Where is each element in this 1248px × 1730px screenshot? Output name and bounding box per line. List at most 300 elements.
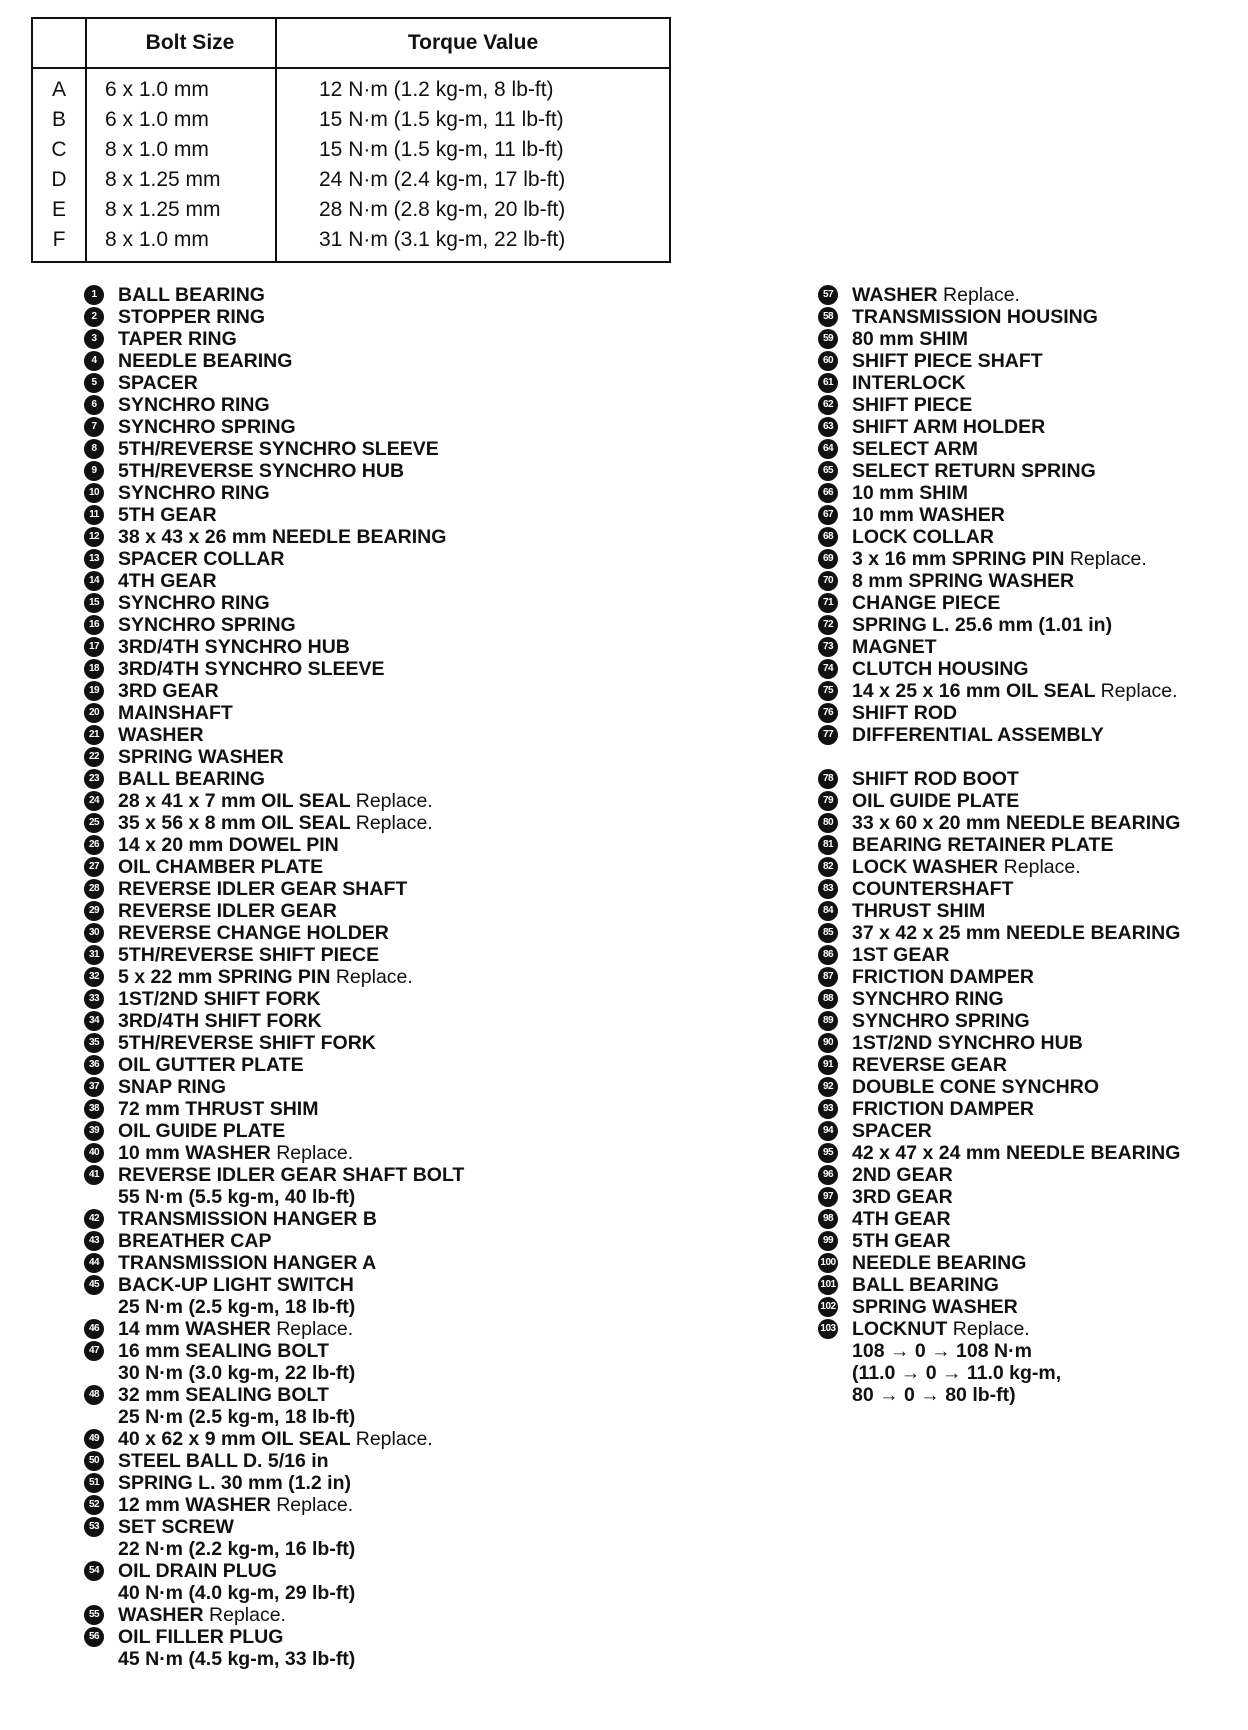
item-number-badge: 29 [84,901,104,921]
list-item [84,1120,644,1142]
item-name: SHIFT ROD BOOT [852,768,1019,790]
item-number-badge: 54 [84,1561,104,1581]
list-item [818,504,1238,526]
item-number-badge: 25 [84,813,104,833]
item-number-badge: 77 [818,725,838,745]
item-name: 37 x 42 x 25 mm NEEDLE BEARING [852,922,1181,944]
list-item [818,614,1238,636]
item-name: 32 mm SEALING BOLT [118,1384,329,1406]
item-number-badge: 17 [84,637,104,657]
item-spec: 25 N·m (2.5 kg-m, 18 lb-ft) [118,1406,356,1428]
list-item [84,1208,644,1230]
list-item [818,1208,1238,1230]
item-number-badge: 31 [84,945,104,965]
row-bolt-size: 8 x 1.0 mm [86,135,276,165]
item-name: SPACER [852,1120,932,1142]
item-number-badge: 16 [84,615,104,635]
item-number-badge: 62 [818,395,838,415]
item-name: SHIFT ARM HOLDER [852,416,1046,438]
item-number-badge: 42 [84,1209,104,1229]
item-name: OIL FILLER PLUG [118,1626,284,1648]
item-name: BALL BEARING [852,1274,999,1296]
list-item [84,856,644,878]
list-item [818,878,1238,900]
item-number-badge: 28 [84,879,104,899]
item-name: OIL DRAIN PLUG [118,1560,277,1582]
row-bolt-size: 8 x 1.25 mm [86,195,276,225]
item-number-badge: 5 [84,373,104,393]
item-number-badge: 50 [84,1451,104,1471]
item-number-badge: 98 [818,1209,838,1229]
item-name: SET SCREW [118,1516,234,1538]
item-name: WASHER [852,284,938,306]
item-note: Replace. [943,284,1020,306]
list-item [84,680,644,702]
item-note: Replace. [276,1318,354,1340]
item-spec: 55 N·m (5.5 kg-m, 40 lb-ft) [118,1186,356,1208]
item-number-badge: 93 [818,1099,838,1119]
row-torque: 15 N·m (1.5 kg-m, 11 lb-ft) [319,108,564,131]
list-item [84,1340,644,1384]
list-item [818,724,1238,746]
list-item [84,812,644,834]
list-item [818,328,1238,350]
item-number-badge: 18 [84,659,104,679]
item-name: 33 x 60 x 20 mm NEEDLE BEARING [852,812,1181,834]
item-name: BEARING RETAINER PLATE [852,834,1114,856]
item-spec: 80 → 0 → 80 lb-ft) [852,1384,1016,1406]
item-number-badge: 63 [818,417,838,437]
item-number-badge: 56 [84,1627,104,1647]
list-item [84,1076,644,1098]
item-name: 3RD/4TH SYNCHRO SLEEVE [118,658,385,680]
list-item [84,1494,644,1516]
item-spec: 22 N·m (2.2 kg-m, 16 lb-ft) [118,1538,356,1560]
item-name: 3RD GEAR [118,680,219,702]
item-name: SPACER [118,372,198,394]
item-name: STEEL BALL D. 5/16 in [118,1450,329,1472]
item-name: SHIFT PIECE SHAFT [852,350,1043,372]
item-number-badge: 85 [818,923,838,943]
item-name: DOUBLE CONE SYNCHRO [852,1076,1100,1098]
list-item [84,1032,644,1054]
item-spec: (11.0 → 0 → 11.0 kg-m, [852,1362,1062,1384]
item-number-badge: 91 [818,1055,838,1075]
row-bolt-size: 6 x 1.0 mm [86,68,276,105]
item-number-badge: 40 [84,1143,104,1163]
list-item [818,966,1238,988]
item-spec: 25 N·m (2.5 kg-m, 18 lb-ft) [118,1296,356,1318]
item-name: SYNCHRO SPRING [852,1010,1030,1032]
item-note: Replace. [355,790,433,812]
list-item [818,790,1238,812]
item-number-badge: 65 [818,461,838,481]
list-item [818,482,1238,504]
item-number-badge: 37 [84,1077,104,1097]
header-id [32,18,86,68]
list-item [84,526,644,548]
item-number-badge: 11 [84,505,104,525]
list-item [84,438,644,460]
list-item [818,526,1238,548]
item-name: SELECT RETURN SPRING [852,460,1096,482]
item-note: Replace. [335,966,413,988]
torque-table-header [32,18,670,68]
list-item [818,1252,1238,1274]
item-name: 1ST/2ND SYNCHRO HUB [852,1032,1083,1054]
item-name: WASHER [118,724,204,746]
item-number-badge: 75 [818,681,838,701]
item-number-badge: 30 [84,923,104,943]
list-item [84,1054,644,1076]
list-item [84,944,644,966]
row-torque: 12 N·m (1.2 kg-m, 8 lb-ft) [319,78,554,101]
table-row [32,68,670,105]
list-item [818,1098,1238,1120]
item-name: BREATHER CAP [118,1230,272,1252]
item-name: LOCKNUT [852,1318,948,1340]
item-number-badge: 53 [84,1517,104,1537]
item-name: COUNTERSHAFT [852,878,1014,900]
list-item [818,570,1238,592]
list-item [818,988,1238,1010]
item-number-badge: 89 [818,1011,838,1031]
table-row [32,225,670,262]
list-item [84,1142,644,1164]
item-number-badge: 101 [818,1275,838,1295]
list-item [818,592,1238,614]
item-name: 40 x 62 x 9 mm OIL SEAL [118,1428,351,1450]
item-number-badge: 61 [818,373,838,393]
item-name: CHANGE PIECE [852,592,1001,614]
list-item [84,284,644,306]
list-item [818,702,1238,724]
list-item [84,1230,644,1252]
list-item [818,680,1238,702]
item-number-badge: 78 [818,769,838,789]
item-number-badge: 26 [84,835,104,855]
list-item [84,1560,644,1604]
row-id: A [32,68,86,105]
list-item [84,1318,644,1340]
list-item [818,306,1238,328]
list-item [84,614,644,636]
item-number-badge: 72 [818,615,838,635]
list-item [818,438,1238,460]
item-name: 10 mm SHIM [852,482,968,504]
item-name: THRUST SHIM [852,900,986,922]
list-item [84,658,644,680]
list-item [818,1274,1238,1296]
row-torque: 31 N·m (3.1 kg-m, 22 lb-ft) [319,228,566,251]
item-name: 10 mm WASHER [852,504,1005,526]
row-id: F [32,225,86,262]
list-item [818,1230,1238,1252]
item-name: SYNCHRO SPRING [118,614,296,636]
row-bolt-size: 8 x 1.25 mm [86,165,276,195]
item-note: Replace. [276,1494,354,1516]
list-item [818,922,1238,944]
item-number-badge: 22 [84,747,104,767]
item-number-badge: 34 [84,1011,104,1031]
item-name: 14 x 20 mm DOWEL PIN [118,834,339,856]
item-name: 1ST/2ND SHIFT FORK [118,988,321,1010]
item-number-badge: 57 [818,285,838,305]
item-note: Replace. [1003,856,1081,878]
list-item [818,416,1238,438]
list-item [84,1384,644,1428]
list-item [818,856,1238,878]
item-number-badge: 45 [84,1275,104,1295]
item-number-badge: 71 [818,593,838,613]
item-name: BACK-UP LIGHT SWITCH [118,1274,354,1296]
list-item [818,1120,1238,1142]
item-number-badge: 46 [84,1319,104,1339]
item-number-badge: 94 [818,1121,838,1141]
item-number-badge: 43 [84,1231,104,1251]
item-name: 16 mm SEALING BOLT [118,1340,329,1362]
list-item [84,1274,644,1318]
item-number-badge: 1 [84,285,104,305]
item-name: LOCK WASHER [852,856,999,878]
item-name: SELECT ARM [852,438,979,460]
header-bolt-size: Bolt Size [86,18,276,68]
list-item [84,548,644,570]
item-number-badge: 27 [84,857,104,877]
item-name: 3 x 16 mm SPRING PIN [852,548,1065,570]
list-item [84,328,644,350]
list-item [84,636,644,658]
list-item [818,900,1238,922]
item-number-badge: 103 [818,1319,838,1339]
list-item [818,1318,1238,1406]
list-item [84,1516,644,1560]
item-number-badge: 52 [84,1495,104,1515]
row-bolt-size: 6 x 1.0 mm [86,105,276,135]
item-name: SPRING WASHER [118,746,284,768]
item-name: MAGNET [852,636,937,658]
item-number-badge: 32 [84,967,104,987]
list-item [84,1626,644,1670]
item-name: 4TH GEAR [118,570,217,592]
item-name: OIL GUIDE PLATE [852,790,1020,812]
item-number-badge: 100 [818,1253,838,1273]
table-row [32,135,670,165]
item-number-badge: 90 [818,1033,838,1053]
row-id: C [32,135,86,165]
list-item [818,460,1238,482]
row-torque: 24 N·m (2.4 kg-m, 17 lb-ft) [319,168,566,191]
row-id: D [32,165,86,195]
item-note: Replace. [355,1428,433,1450]
item-number-badge: 13 [84,549,104,569]
list-item [818,1032,1238,1054]
list-item [84,1604,644,1626]
item-name: SPACER COLLAR [118,548,285,570]
item-number-badge: 66 [818,483,838,503]
item-name: 12 mm WASHER [118,1494,271,1516]
table-row [32,105,670,135]
list-item [818,1164,1238,1186]
item-name: SYNCHRO RING [118,394,270,416]
item-name: 5TH GEAR [118,504,217,526]
item-name: CLUTCH HOUSING [852,658,1029,680]
item-name: REVERSE IDLER GEAR [118,900,337,922]
item-name: NEEDLE BEARING [118,350,293,372]
list-item [818,658,1238,680]
item-name: REVERSE IDLER GEAR SHAFT [118,878,408,900]
item-name: MAINSHAFT [118,702,233,724]
item-number-badge: 73 [818,637,838,657]
item-number-badge: 35 [84,1033,104,1053]
list-item [818,834,1238,856]
item-name: 14 x 25 x 16 mm OIL SEAL [852,680,1096,702]
item-name: 3RD/4TH SYNCHRO HUB [118,636,350,658]
item-name: 28 x 41 x 7 mm OIL SEAL [118,790,351,812]
row-id: E [32,195,86,225]
item-name: 14 mm WASHER [118,1318,271,1340]
table-row [32,165,670,195]
list-item [84,592,644,614]
item-name: STOPPER RING [118,306,266,328]
item-number-badge: 82 [818,857,838,877]
item-name: SNAP RING [118,1076,226,1098]
item-name: 72 mm THRUST SHIM [118,1098,319,1120]
list-item [84,504,644,526]
item-name: REVERSE IDLER GEAR SHAFT BOLT [118,1164,465,1186]
item-number-badge: 4 [84,351,104,371]
list-item [818,1054,1238,1076]
row-id: B [32,105,86,135]
item-name: 5TH GEAR [852,1230,951,1252]
item-number-badge: 19 [84,681,104,701]
item-name: 8 mm SPRING WASHER [852,570,1075,592]
item-number-badge: 84 [818,901,838,921]
list-item [84,746,644,768]
list-item [84,1010,644,1032]
item-number-badge: 76 [818,703,838,723]
list-item [84,416,644,438]
list-item [818,636,1238,658]
item-number-badge: 60 [818,351,838,371]
item-number-badge: 3 [84,329,104,349]
item-number-badge: 81 [818,835,838,855]
item-number-badge: 58 [818,307,838,327]
item-number-badge: 12 [84,527,104,547]
item-number-badge: 8 [84,439,104,459]
item-name: TRANSMISSION HOUSING [852,306,1098,328]
list-item [818,1076,1238,1098]
item-name: 5 x 22 mm SPRING PIN [118,966,331,988]
item-note: Replace. [1069,548,1147,570]
item-number-badge: 79 [818,791,838,811]
item-number-badge: 59 [818,329,838,349]
list-item [84,724,644,746]
list-item [84,878,644,900]
item-name: BALL BEARING [118,284,265,306]
list-item [84,372,644,394]
item-number-badge: 96 [818,1165,838,1185]
item-note: Replace. [952,1318,1030,1340]
item-number-badge: 80 [818,813,838,833]
item-name: 5TH/REVERSE SYNCHRO HUB [118,460,405,482]
item-name: TRANSMISSION HANGER A [118,1252,377,1274]
list-item [84,350,644,372]
list-item [818,350,1238,372]
item-name: LOCK COLLAR [852,526,994,548]
item-number-badge: 47 [84,1341,104,1361]
item-number-badge: 15 [84,593,104,613]
item-name: OIL GUTTER PLATE [118,1054,304,1076]
item-number-badge: 92 [818,1077,838,1097]
item-number-badge: 99 [818,1231,838,1251]
item-number-badge: 49 [84,1429,104,1449]
item-name: 5TH/REVERSE SHIFT FORK [118,1032,376,1054]
torque-table [31,17,671,263]
list-item [84,966,644,988]
item-number-badge: 69 [818,549,838,569]
item-note: Replace. [355,812,433,834]
header-torque-value: Torque Value [276,18,670,68]
item-name: 10 mm WASHER [118,1142,271,1164]
item-number-badge: 41 [84,1165,104,1185]
row-bolt-size: 8 x 1.0 mm [86,225,276,262]
item-name: DIFFERENTIAL ASSEMBLY [852,724,1104,746]
item-number-badge: 48 [84,1385,104,1405]
parts-list-left [84,284,644,1670]
item-number-badge: 24 [84,791,104,811]
item-name: 80 mm SHIM [852,328,968,350]
list-item [84,570,644,592]
list-item [84,1450,644,1472]
list-item [84,1098,644,1120]
item-name: SYNCHRO RING [118,592,270,614]
item-number-badge: 51 [84,1473,104,1493]
list-item [818,372,1238,394]
item-name: TRANSMISSION HANGER B [118,1208,377,1230]
list-item [818,1186,1238,1208]
list-item [84,702,644,724]
item-number-badge: 23 [84,769,104,789]
list-item [84,1428,644,1450]
item-name: FRICTION DAMPER [852,966,1034,988]
list-item [84,482,644,504]
list-item [818,944,1238,966]
list-item [818,812,1238,834]
list-item [84,768,644,790]
item-number-badge: 6 [84,395,104,415]
item-name: 3RD/4TH SHIFT FORK [118,1010,322,1032]
item-name: 5TH/REVERSE SYNCHRO SLEEVE [118,438,439,460]
row-torque: 15 N·m (1.5 kg-m, 11 lb-ft) [319,138,564,161]
item-number-badge: 86 [818,945,838,965]
item-name: SYNCHRO SPRING [118,416,296,438]
item-name: OIL CHAMBER PLATE [118,856,324,878]
list-item [84,1252,644,1274]
item-name: REVERSE GEAR [852,1054,1007,1076]
item-number-badge: 55 [84,1605,104,1625]
list-item [84,988,644,1010]
item-number-badge: 9 [84,461,104,481]
item-note: Replace. [209,1604,286,1626]
item-number-badge: 102 [818,1297,838,1317]
item-number-badge: 67 [818,505,838,525]
list-item [818,1142,1238,1164]
item-name: 38 x 43 x 26 mm NEEDLE BEARING [118,526,447,548]
row-torque: 28 N·m (2.8 kg-m, 20 lb-ft) [319,198,566,221]
item-name: 5TH/REVERSE SHIFT PIECE [118,944,380,966]
list-item [84,790,644,812]
